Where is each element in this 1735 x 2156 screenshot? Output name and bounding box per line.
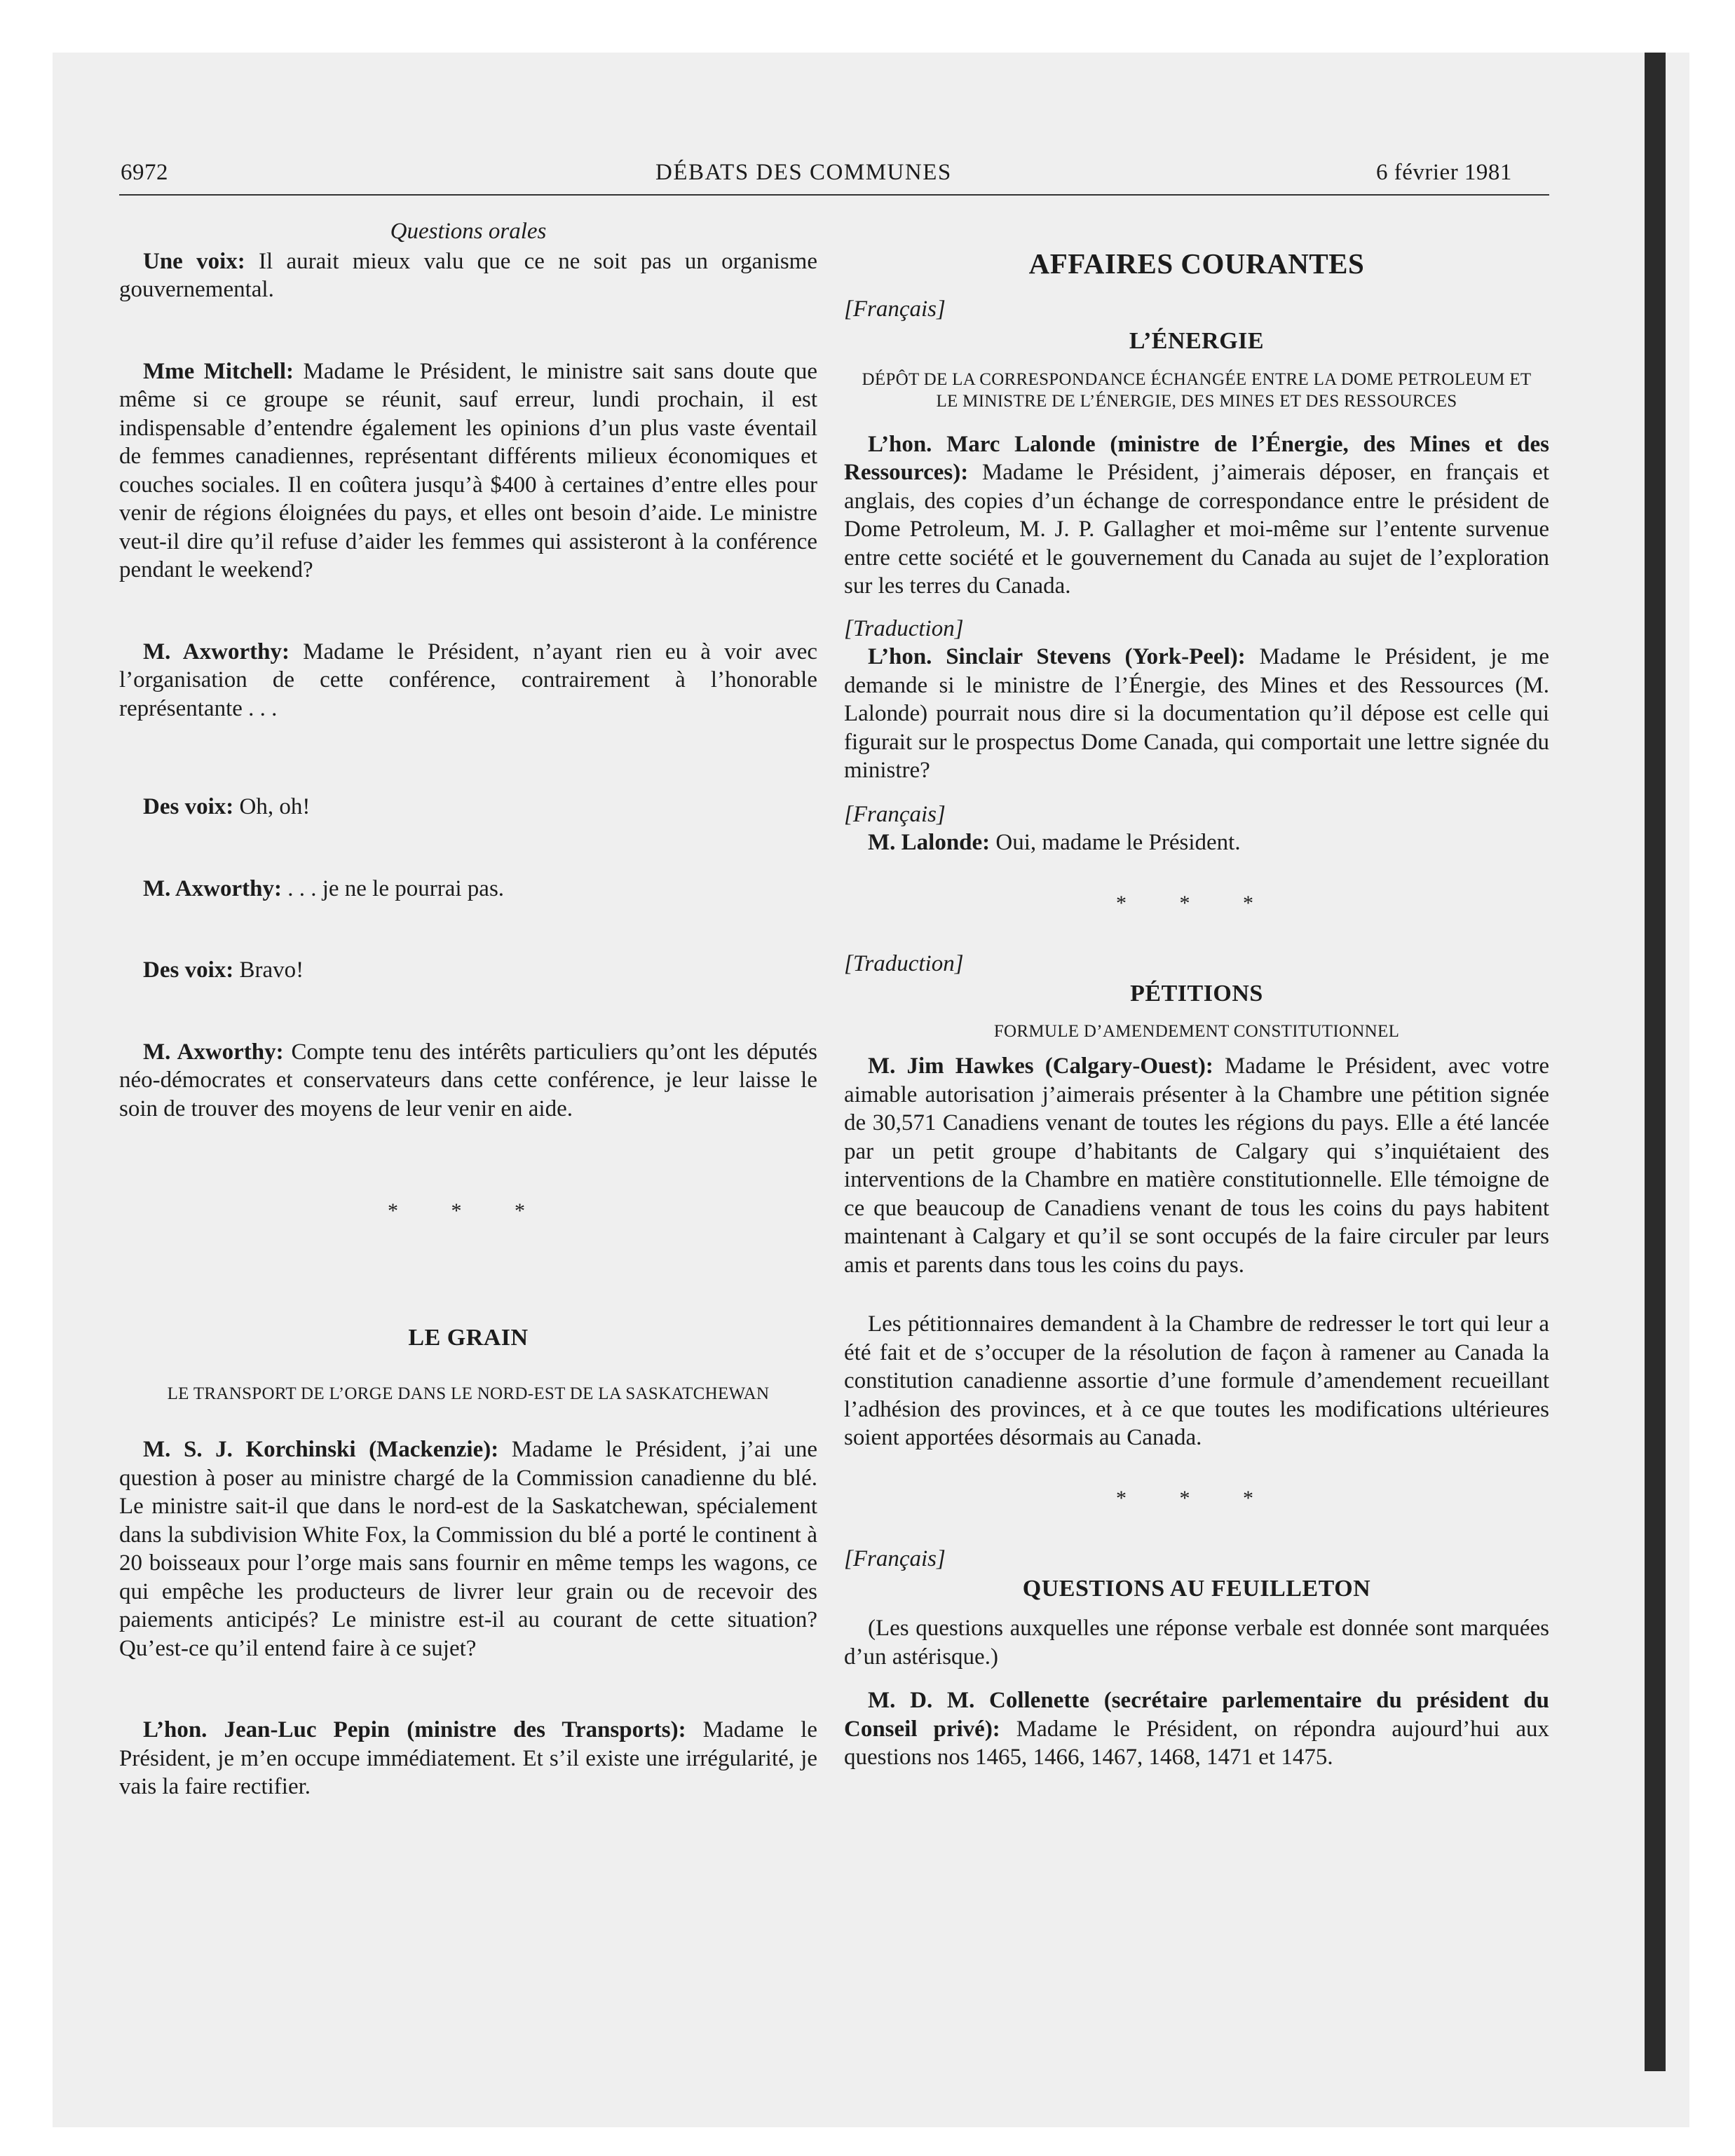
speech-paragraph	[119, 1435, 817, 1663]
section-heading: PÉTITIONS	[1130, 980, 1263, 1007]
speech-text: Compte tenu des intérêts particuliers qu’ont les députés néo-démocrates et conservateurs dans cette conférence, je leur laisse le soin de trouver des moyens de leur venir en aide.	[119, 1039, 817, 1121]
section-heading: AFFAIRES COURANTES	[1028, 247, 1365, 280]
speech-text: Madame le Président, le ministre sait sans doute que même si ce groupe se réunit, sauf erreur, lundi prochain, il est indispensable d’entendre également les opinions d’un plus vaste éventail de femmes canadiennes, représentant différents milieux économiques et couches sociales. Il en coûtera jusqu’à $400 à certaines d’entre elles pour venir de régions éloignées du pays, et elles ont besoin d’aide. Le ministre veut-il dire qu’il refuse d’aider les femmes qui assisteront à la conférence pendant le weekend?	[119, 358, 818, 582]
left-column	[119, 210, 817, 1801]
speech-paragraph	[119, 638, 817, 723]
speech-text: Madame le Président, j’ai une question à poser au ministre chargé de la Commission canadienne du blé. Le ministre sait-il que dans le nord-est de la Saskatchewan, spécialement dans la subdivision White Fox, la Commission du blé a porté le continent à 20 boisseaux pour l’orge mais sans fournir en même temps les wagons, ce qui empêche les producteurs de livrer leur grain ou de recevoir des paiements anticipés? Le ministre est-il au courant de cette situation? Qu’est-ce qu’il entend faire à ce sujet?	[119, 1437, 817, 1661]
speaker-name: Mme Mitchell:	[143, 358, 294, 384]
speech-paragraph	[119, 875, 817, 903]
speech-paragraph	[119, 357, 817, 585]
section-heading: L’ÉNERGIE	[1129, 328, 1265, 354]
section-separator: * * *	[1116, 891, 1277, 915]
section-heading: QUESTIONS AU FEUILLETON	[1022, 1575, 1371, 1602]
section-heading: LE GRAIN	[408, 1324, 529, 1351]
speech-paragraph	[119, 1038, 817, 1124]
speech-paragraph	[119, 1716, 817, 1801]
speech-text: Oui, madame le Président.	[990, 830, 1241, 855]
section-subheading: FORMULE D’AMENDEMENT CONSTITUTIONNEL	[993, 1022, 1400, 1041]
language-tag: [Français]	[844, 296, 946, 322]
language-tag: [Français]	[844, 801, 946, 827]
page-date: 6 février 1981	[1376, 160, 1512, 185]
language-tag: [Traduction]	[844, 951, 964, 976]
speaker-name: M. Jim Hawkes (Calgary-Ouest):	[868, 1053, 1213, 1079]
speech-paragraph	[844, 430, 1549, 601]
speaker-name: Des voix:	[143, 957, 234, 983]
speaker-name: M. S. J. Korchinski (Mackenzie):	[143, 1437, 499, 1462]
speech-text: Madame le Président, je me demande si le ministre de l’Énergie, des Mines et des Ressources (M. Lalonde) pourrait nous dire si la documentation qu’il dépose est celle qui figurait sur le prospectus Dome Canada, qui comportait une lettre signée du ministre?	[844, 644, 1550, 783]
language-tag: [Français]	[844, 1546, 946, 1571]
speech-paragraph	[844, 1686, 1549, 1772]
speech-paragraph	[119, 793, 817, 821]
section-subheading: LE TRANSPORT DE L’ORGE DANS LE NORD-EST DE LA SASKATCHEWAN	[167, 1384, 770, 1403]
right-column	[844, 210, 1549, 1772]
section-separator: * * *	[388, 1199, 549, 1222]
speech-paragraph	[844, 1052, 1549, 1279]
speaker-name: Une voix:	[143, 248, 245, 274]
speech-text: Madame le Président, je m’en occupe immédiatement. Et s’il existe une irrégularité, je vais la faire rectifier.	[119, 1717, 817, 1799]
speech-paragraph	[119, 247, 817, 304]
section-subheading: DÉPÔT DE LA CORRESPONDANCE ÉCHANGÉE ENTRE LA DOME PETROLEUM ET LE MINISTRE DE L’ÉNERGIE, DES MINES ET DES RESSOURCES	[862, 369, 1532, 411]
speech-text: Oh, oh!	[233, 794, 311, 819]
speech-paragraph	[844, 828, 1549, 857]
speech-text: Il aurait mieux valu que ce ne soit pas un organisme gouvernemental.	[119, 248, 817, 302]
speaker-name: M. Lalonde:	[868, 830, 991, 855]
binding-edge	[1645, 53, 1666, 2071]
text-paragraph: Les pétitionnaires demandent à la Chambre de redresser le tort qui leur a été fait et de s’occuper de la résolution de façon à ramener au Canada la constitution canadienne assortie d’une formule d’amendement recueillant l’adhésion des provinces, et à ce que toutes les modifications ultérieures soient apportées désormais au Canada.	[844, 1311, 1549, 1450]
speech-text: Madame le Président, j’aimerais déposer, en français et anglais, des copies d’un échange de correspondance entre le président de Dome Petroleum, M. J. P. Gallagher et moi-même sur l’entente survenue entre cette société et le gouvernement du Canada au sujet de l’exploration sur les terres du Canada.	[844, 460, 1549, 599]
speech-text: Madame le Président, on répondra aujourd’hui aux questions nos 1465, 1466, 1467, 1468, 1471 et 1475.	[844, 1716, 1549, 1770]
running-title: DÉBATS DES COMMUNES	[655, 160, 952, 185]
speech-paragraph	[844, 643, 1549, 785]
speaker-name: M. Axworthy:	[143, 875, 282, 901]
header-rule	[119, 194, 1549, 196]
speaker-name: M. D. M. Collenette (secrétaire parlementaire du président du Conseil privé):	[844, 1688, 1549, 1742]
speaker-name: M. Axworthy:	[143, 639, 290, 664]
speech-paragraph	[119, 956, 817, 985]
text-paragraph: (Les questions auxquelles une réponse verbale est donnée sont marquées d’un astérisque.)	[844, 1616, 1549, 1670]
speaker-name: L’hon. Jean-Luc Pepin (ministre des Transports):	[143, 1717, 686, 1742]
speech-text: Madame le Président, n’ayant rien eu à voir avec l’organisation de cette conférence, contrairement à l’honorable représentante . . .	[119, 639, 818, 721]
page-number: 6972	[121, 160, 168, 185]
speaker-name: M. Axworthy:	[143, 1039, 284, 1065]
speaker-name: L’hon. Sinclair Stevens (York-Peel):	[868, 644, 1246, 669]
speaker-name: Des voix:	[143, 794, 234, 819]
section-label: Questions orales	[390, 219, 547, 244]
speaker-name: L’hon. Marc Lalonde (ministre de l’Énergie, des Mines et des Ressources):	[844, 431, 1549, 485]
language-tag: [Traduction]	[844, 615, 964, 641]
speech-text: Madame le Président, avec votre aimable autorisation j’aimerais présenter à la Chambre une pétition signée de 30,571 Canadiens venant de toutes les régions du pays. Elle a été lancée par un petit groupe d’habitants de Calgary qui s’inquiétaient des interventions de la Chambre en matière constitutionnelle. Elle témoigne de ce que beaucoup de Canadiens venant de tous les coins du pays habitent maintenant à Calgary et qu’il se sont occupés de la faire circuler par leurs amis et parents dans tous les coins du pays.	[844, 1053, 1549, 1278]
speech-text: Bravo!	[233, 957, 304, 983]
speech-text: . . . je ne le pourrai pas.	[281, 875, 505, 901]
section-separator: * * *	[1116, 1486, 1277, 1510]
